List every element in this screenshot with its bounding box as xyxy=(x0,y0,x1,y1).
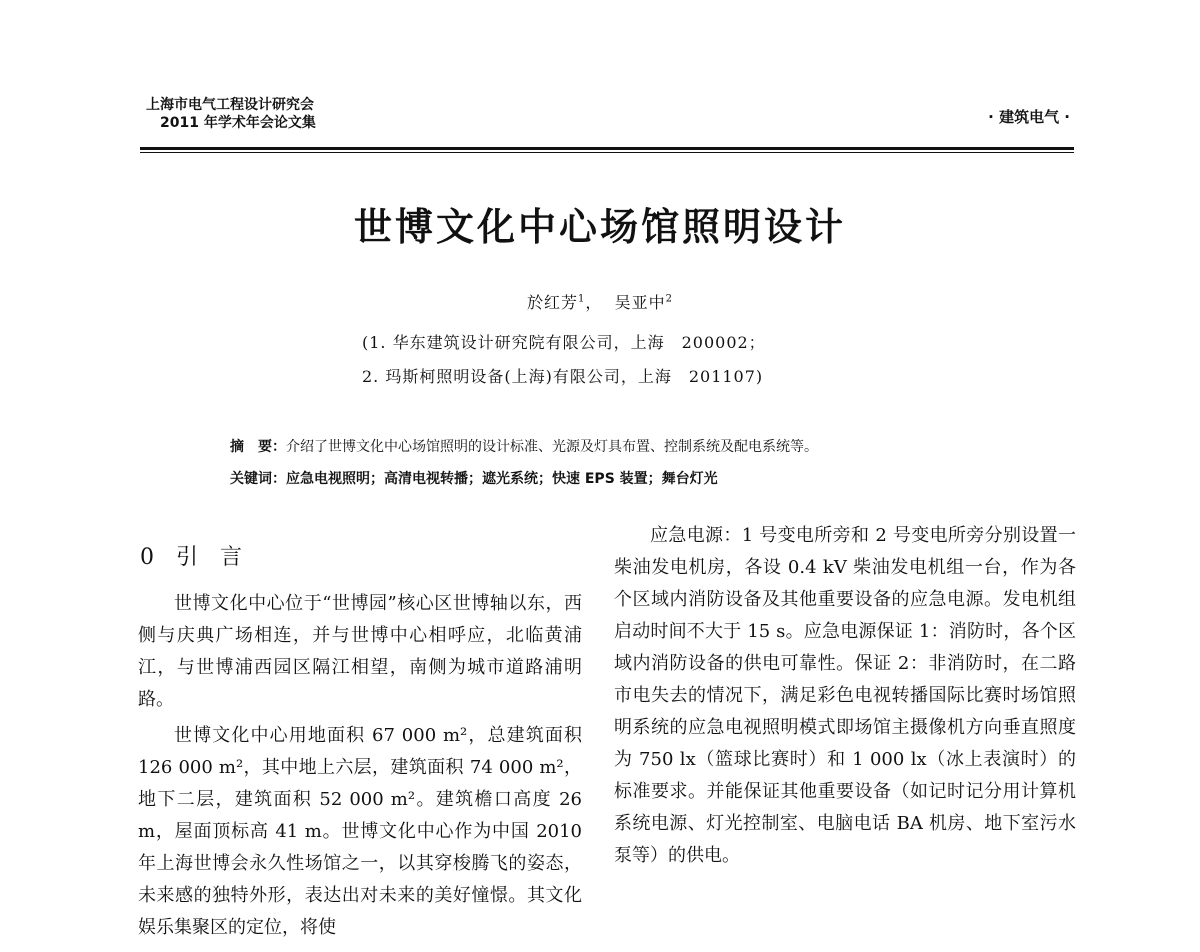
author-1-affiliation-mark: 1 xyxy=(578,293,586,305)
author-2: 吴亚中 xyxy=(614,293,666,312)
left-column xyxy=(138,588,582,948)
author-separator: ， xyxy=(585,293,603,312)
abstract xyxy=(230,436,818,456)
author-2-affiliation-mark: 2 xyxy=(665,293,673,305)
section-number: 0 xyxy=(140,545,154,570)
section-title-char-1: 引 xyxy=(176,545,199,570)
conference-name: 上海市电气工程设计研究会 xyxy=(146,97,314,113)
abstract-text: 介绍了世博文化中心场馆照明的设计标准、光源及灯具布置、控制系统及配电系统等。 xyxy=(286,439,818,455)
header-rule-thin xyxy=(140,152,1074,153)
section-title-char-2: 言 xyxy=(220,545,243,570)
abstract-label: 摘 要： xyxy=(230,439,286,455)
paragraph: 世博文化中心用地面积 67 000 m²，总建筑面积 126 000 m²，其中地上六层，建筑面积 74 000 m²，地下二层，建筑面积 52 000 m²。建筑檐口高度 26 m，屋面顶标高 41 m。世博文化中心作为中国 2010 年上海世博会永久性场馆之一，以其穿梭腾飞的姿态，未来感的独特外形，表达出对未来的美好憧憬。其文化娱乐集聚区的定位，将使 xyxy=(138,725,582,938)
section-heading xyxy=(140,540,264,571)
affiliation-1: (1. 华东建筑设计研究院有限公司，上海 200002； xyxy=(362,333,766,352)
paragraph: 应急电源：1 号变电所旁和 2 号变电所旁分别设置一柴油发电机房，各设 0.4 kV 柴油发电机组一台，作为各个区域内消防设备及其他重要设备的应急电源。发电机组启动时间不大于 15 s。应急电源保证 1：消防时，各个区域内消防设备的供电可靠性。保证 2：非消防时，在二路市电失去的情况下，满足彩色电视转播国际比赛时场馆照明系统的应急电视照明模式即场馆主摄像机方向垂直照度为 750 lx（篮球比赛时）和 1 000 lx（冰上表演时）的标准要求。并能保证其他重要设备（如记时记分用计算机系统电源、灯光控制室、电脑电话 BA 机房、地下室污水泵等）的供电。 xyxy=(614,525,1076,866)
keywords-text: 应急电视照明；高清电视转播；遮光系统；快速 EPS 装置；舞台灯光 xyxy=(286,471,718,487)
conference-header xyxy=(146,96,316,132)
paper-title: 世博文化中心场馆照明设计 xyxy=(353,205,846,249)
keywords xyxy=(230,468,718,488)
header-rule xyxy=(140,147,1074,150)
affiliation-2: 2. 玛斯柯照明设备(上海)有限公司，上海 201107) xyxy=(362,367,764,386)
section-label: · 建筑电气 · xyxy=(988,108,1070,126)
conference-proceedings: 2011 年学术年会论文集 xyxy=(160,115,316,131)
author-1: 於红芳 xyxy=(527,293,579,312)
paragraph: 世博文化中心位于“世博园”核心区世博轴以东，西侧与庆典广场相连，并与世博中心相呼应，北临黄浦江，与世博浦西园区隔江相望，南侧为城市道路浦明路。 xyxy=(138,593,582,710)
authors-line xyxy=(0,290,1200,313)
right-column xyxy=(614,520,1076,876)
keywords-label: 关键词： xyxy=(230,471,286,487)
